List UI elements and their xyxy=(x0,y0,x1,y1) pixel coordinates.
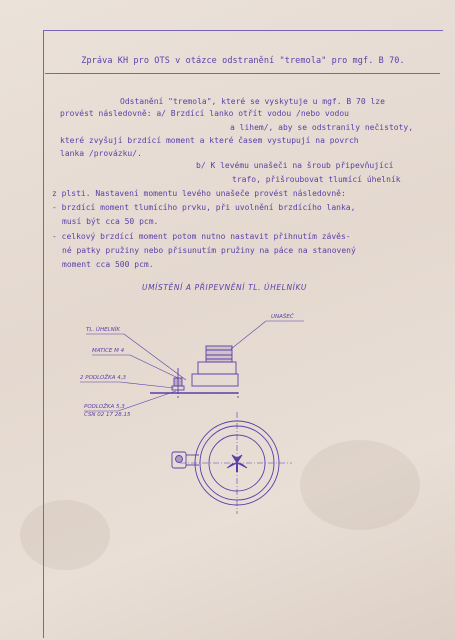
text-line: trafo, přišroubovat tlumící úhelník xyxy=(232,175,401,184)
text-line: a lihem/, aby se odstranily nečistoty, xyxy=(230,123,414,132)
document-title: Zpráva KH pro OTS v otázce odstranění "tremola" pro mgf. B 70. xyxy=(81,56,405,66)
diagram-heading: UMÍSTĚNÍ A PŘIPEVNĚNÍ TL. ÚHELNÍKU xyxy=(142,283,307,292)
label-csn: ČSN 02 17 28.15 xyxy=(84,412,131,418)
text-line: musí být cca 50 pcm. xyxy=(62,217,159,226)
text-line: né patky pružiny nebo přisunutím pružiny na páce na stanovený xyxy=(62,246,356,255)
text-line: lanka /provázku/. xyxy=(60,149,142,158)
label-podlozka-4-3: 2 PODLOŽKA 4,3 xyxy=(80,375,126,381)
text-line: - celkový brzdící moment potom nutno nastavit přihnutím závěs- xyxy=(52,232,351,241)
top-view-drawing xyxy=(172,412,292,514)
label-unasec: UNAŠEČ xyxy=(271,314,294,320)
text-line: Odstanění "tremola", které se vyskytuje u mgf. B 70 lze xyxy=(120,97,385,106)
side-view-drawing xyxy=(150,346,238,400)
text-line: které zvyšují brzdící moment a které časem vystupují na povrch xyxy=(60,136,359,145)
text-line: provést následovně: a/ Brzdící lanko otřít vodou /nebo vodou xyxy=(60,109,349,118)
text-line: moment cca 500 pcm. xyxy=(62,260,154,269)
text-line: z plsti. Nastavení momentu levého unašeče provést následovně: xyxy=(52,189,346,198)
label-matice: MATICE M 4 xyxy=(92,348,125,354)
leader-lines xyxy=(80,321,304,411)
text-line: - brzdící moment tlumícího prvku, při uvolnění brzdícího lanka, xyxy=(52,203,356,212)
label-uhelnik: TL. ÚHELNÍK xyxy=(86,327,120,333)
text-line: b/ K levému unašeči na šroub připevňující xyxy=(196,161,394,170)
label-podlozka-5-3: PODLOŽKA 5,3 xyxy=(84,404,125,410)
